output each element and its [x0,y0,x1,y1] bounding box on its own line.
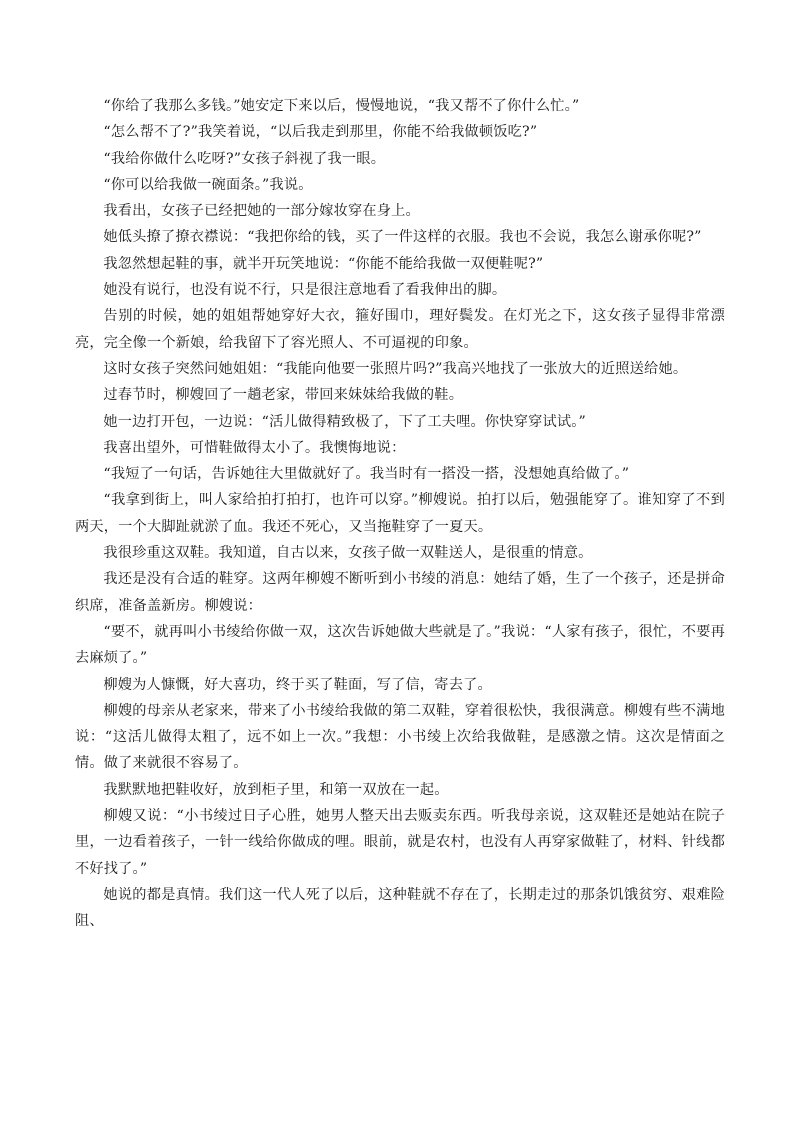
paragraph-10: 这时女孩子突然问她姐姐：“我能向他要一张照片吗?”我高兴地找了一张放大的近照送给她。 [103,360,688,377]
paragraph-21: 我默默地把鞋收好，放到柜子里，和第一双放在一起。 [103,781,449,798]
article-body [75,93,725,935]
paragraph-12: 她一边打开包，一边说：“活儿做得精致极了，下了工夫哩。你快穿穿试试。” [103,413,586,430]
paragraph-4: “你可以给我做一碗面条。”我说。 [103,176,313,193]
paragraph-2: “怎么帮不了?”我笑着说，“以后我走到那里，你能不给我做顿饭吃?” [103,124,538,141]
paragraph-6: 她低头撩了撩衣襟说：“我把你给的钱，买了一件这样的衣服。我也不会说，我怎么谢承你呢?” [103,229,702,246]
paragraph-7: 我忽然想起鞋的事，就半开玩笑地说：“你能不能给我做一双便鞋呢?” [103,255,544,272]
paragraph-23: 她说的都是真情。我们这一代人死了以后，这种鞋就不存在了，长期走过的那条饥饿贫穷、艰难险阻、 [75,886,725,930]
paragraph-17: 我还是没有合适的鞋穿。这两年柳嫂不断听到小书绫的消息：她结了婚，生了一个孩子，还是拼命织席，准备盖新房。柳嫂说： [75,571,725,614]
paragraph-22: 柳嫂又说：“小书绫过日子心胜，她男人整天出去贩卖东西。听我母亲说，这双鞋还是她站在院子里，一边看着孩子，一针一线给你做成的哩。眼前，就是农村，也没有人再穿家做鞋了，材料、针线都不好找了。” [75,808,725,877]
paragraph-13: 我喜出望外，可惜鞋做得太小了。我懊悔地说： [103,439,406,456]
paragraph-15: “我拿到街上，叫人家给拍打拍打，也许可以穿。”柳嫂说。拍打以后，勉强能穿了。谁知穿了不到两天，一个大脚趾就淤了血。我还不死心，又当拖鞋穿了一夏天。 [75,492,725,535]
paragraph-20: 柳嫂的母亲从老家来，带来了小书绫给我做的第二双鞋，穿着很松快，我很满意。柳嫂有些不满地说：“这活儿做得太粗了，远不如上一次。”我想：小书绫上次给我做鞋，是感激之情。这次是情面之情。做了来就很不容易了。 [75,702,725,772]
paragraph-18: “要不，就再叫小书绫给你做一双，这次告诉她做大些就是了。”我说：“人家有孩子，很忙，不要再去麻烦了。” [75,623,725,667]
paragraph-9: 告别的时候，她的姐姐帮她穿好大衣，箍好围巾，理好鬓发。在灯光之下，这女孩子显得非常漂亮，完全像一个新娘，给我留下了容光照人、不可逼视的印象。 [75,308,725,351]
paragraph-11: 过春节时，柳嫂回了一趟老家，带回来妹妹给我做的鞋。 [103,387,464,404]
paragraph-19: 柳嫂为人慷慨，好大喜功，终于买了鞋面，写了信，寄去了。 [103,676,492,693]
paragraph-8: 她没有说行，也没有说不行，只是很注意地看了看我伸出的脚。 [103,282,507,299]
paragraph-1: “你给了我那么多钱。”她安定下来以后，慢慢地说，“我又帮不了你什么忙。” [103,98,580,114]
paragraph-5: 我看出，女孩子已经把她的一部分嫁妆穿在身上。 [103,203,420,220]
paragraph-3: “我给你做什么吃呀?”女孩子斜视了我一眼。 [103,150,386,167]
paragraph-16: 我很珍重这双鞋。我知道，自古以来，女孩子做一双鞋送人，是很重的情意。 [103,545,593,562]
paragraph-14: “我短了一句话，告诉她往大里做就好了。我当时有一搭没一搭，没想她真给做了。” [103,466,630,483]
